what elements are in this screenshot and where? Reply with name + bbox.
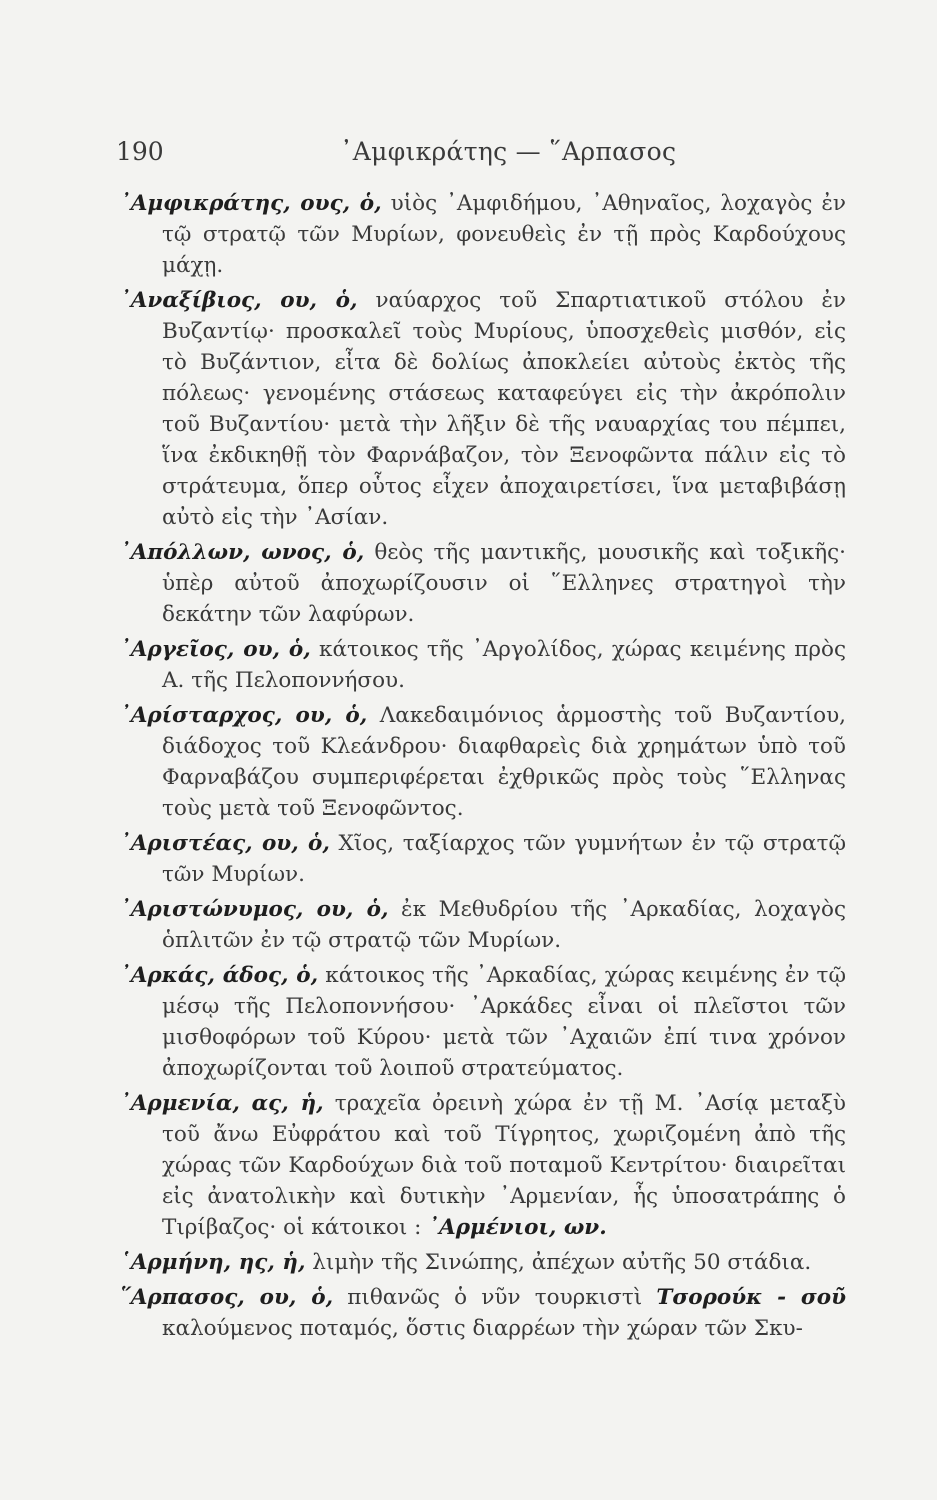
- entry-headword: ᾿Αρίσταρχος, ου, ὁ,: [120, 703, 368, 728]
- entry-aristeas: [120, 828, 846, 890]
- entry-inline-bold: ᾿Αρμένιοι, ων.: [428, 1215, 607, 1240]
- entry-text: Χῖος, ταξίαρχος τῶν γυμνήτων ἐν τῷ στρατῷ τῶν Μυρίων.: [162, 831, 846, 887]
- entry-text: τραχεῖα ὀρεινὴ χώρα ἐν τῇ Μ. ᾿Ασίᾳ μεταξὺ τοῦ ἄνω Εὐφράτου καὶ τοῦ Τίγρητος, χωριζομένη ἀπὸ τῆς χώρας τῶν Καρδούχων διὰ τοῦ ποταμοῦ Κεντρίτου· διαιρεῖται εἰς ἀνατολικὴν καὶ δυτικὴν ᾿Αρμενίαν, ἧς ὑποσατράπης ὁ Τιρίβαζος· οἱ κάτοικοι :: [162, 1091, 846, 1240]
- entry-harpasos: [120, 1282, 846, 1344]
- entry-headword: ᾿Αριστέας, ου, ὁ,: [120, 831, 330, 856]
- entry-headword: ᾿Απόλλων, ωνος, ὁ,: [120, 540, 365, 565]
- entry-aristarchos: [120, 700, 846, 824]
- entry-text: ναύαρχος τοῦ Σπαρτιατικοῦ στόλου ἐν Βυζαντίῳ· προσκαλεῖ τοὺς Μυρίους, ὑποσχεθεὶς μισθόν, εἰς τὸ Βυζάντιον, εἶτα δὲ δολίως ἀποκλείει αὐτοὺς ἐκτὸς τῆς πόλεως· γενομένης στάσεως καταφεύγει εἰς τὴν ἀκρόπολιν τοῦ Βυζαντίου· μετὰ τὴν λῆξιν δὲ τῆς ναυαρχίας του πέμπει, ἵνα ἐκδικηθῇ τὸν Φαρνάβαζον, τὸν Ξενοφῶντα πάλιν εἰς τὸ στράτευμα, ὅπερ οὗτος εἶχεν ἀποχαιρετίσει, ἵνα μεταβιβάσῃ αὐτὸ εἰς τὴν ᾿Ασίαν.: [162, 288, 846, 530]
- entry-arkas: [120, 960, 846, 1084]
- page-header: [116, 132, 846, 172]
- entry-headword: ᾿Αναξίβιος, ου, ὁ,: [120, 288, 358, 313]
- page-number: 190: [116, 137, 164, 166]
- entry-headword: ῞Αρπασος, ου, ὁ,: [120, 1285, 334, 1310]
- entry-text: ἐκ Μεθυδρίου τῆς ᾿Αρκαδίας, λοχαγὸς ὁπλιτῶν ἐν τῷ στρατῷ τῶν Μυρίων.: [162, 897, 846, 953]
- entry-text: θεὸς τῆς μαντικῆς, μουσικῆς καὶ τοξικῆς· ὑπὲρ αὐτοῦ ἀποχωρίζουσιν οἱ ῞Ελληνες στρατηγοὶ τὴν δεκάτην τῶν λαφύρων.: [162, 540, 846, 627]
- entry-text: πιθανῶς ὁ νῦν τουρκιστὶ: [333, 1285, 657, 1310]
- entry-text: λιμὴν τῆς Σινώπης, ἀπέχων αὐτῆς 50 στάδια.: [305, 1250, 812, 1275]
- entry-headword: ᾿Αργεῖος, ου, ὁ,: [120, 637, 311, 662]
- entry-armene: [120, 1247, 846, 1278]
- entry-headword: ᾿Αρμενία, ας, ἡ,: [120, 1091, 324, 1116]
- entry-inline-bold: Τσορούκ - σοῦ: [656, 1285, 846, 1310]
- entry-argeios: [120, 634, 846, 696]
- entry-headword: ᾿Αριστώνυμος, ου, ὁ,: [120, 897, 389, 922]
- entry-aristonymos: [120, 894, 846, 956]
- entry-text: κάτοικος τῆς ᾿Αρκαδίας, χώρας κειμένης ἐν τῷ μέσῳ τῆς Πελοποννήσου· ᾿Αρκάδες εἶναι οἱ πλεῖστοι τῶν μισθοφόρων τοῦ Κύρου· μετὰ τῶν ᾿Αχαιῶν ἐπί τινα χρόνον ἀποχωρίζονται τοῦ λοιποῦ στρατεύματος.: [162, 963, 846, 1081]
- entry-text-continued: καλούμενος ποταμός, ὅστις διαρρέων τὴν χώραν τῶν Σκυ-: [162, 1316, 803, 1341]
- entry-headword: ᾿Αμφικράτης, ους, ὁ,: [120, 191, 382, 216]
- entry-text: κάτοικος τῆς ᾿Αργολίδος, χώρας κειμένης πρὸς Α. τῆς Πελοποννήσου.: [162, 637, 846, 693]
- entry-amphikrates: [120, 188, 846, 281]
- entry-headword: ᾿Αρκάς, άδος, ὁ,: [120, 963, 319, 988]
- running-title: ᾿Αμφικράτης — ῞Αρπασος: [340, 137, 677, 166]
- entry-headword: ῾Αρμήνη, ης, ἡ,: [120, 1250, 306, 1275]
- entry-armenia: [120, 1088, 846, 1243]
- entry-anaxibios: [120, 285, 846, 533]
- entry-text: υἱὸς ᾿Αμφιδήμου, ᾿Αθηναῖος, λοχαγὸς ἐν τῷ στρατῷ τῶν Μυρίων, φονευθεὶς ἐν τῇ πρὸς Καρδούχους μάχῃ.: [162, 191, 846, 278]
- entry-text: Λακεδαιμόνιος ἁρμοστὴς τοῦ Βυζαντίου, διάδοχος τοῦ Κλεάνδρου· διαφθαρεὶς διὰ χρημάτων ὑπὸ τοῦ Φαρναβάζου συμπεριφέρεται ἐχθρικῶς πρὸς τοὺς ῞Ελληνας τοὺς μετὰ τοῦ Ξενοφῶντος.: [162, 703, 846, 821]
- entry-apollon: [120, 537, 846, 630]
- dictionary-entries: [120, 188, 846, 1348]
